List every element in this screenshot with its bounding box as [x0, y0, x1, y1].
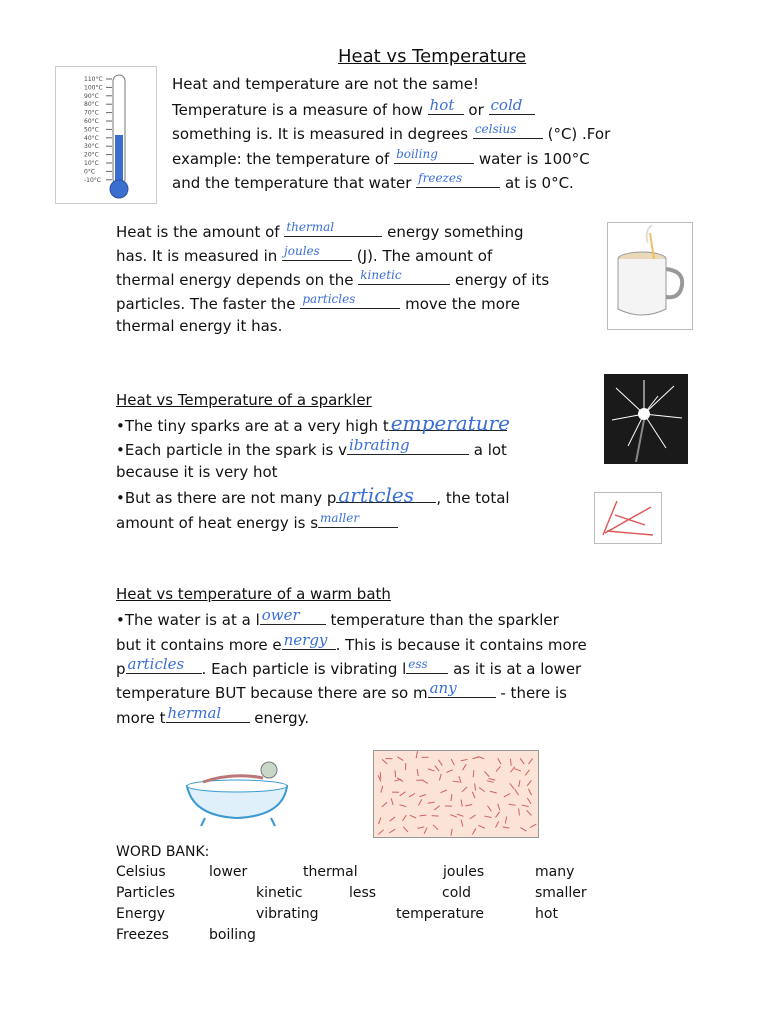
particle-arrow — [428, 769, 435, 771]
thermometer-tick-label: 60°C — [84, 118, 99, 125]
blank-smaller[interactable]: maller — [318, 511, 398, 528]
particle-arrow — [422, 780, 428, 784]
intro-line-2: Temperature is a measure of how hot or cold — [172, 98, 535, 120]
word-bank-word: joules — [443, 864, 485, 880]
particle-arrow — [435, 766, 439, 772]
sparkler-heading: Heat vs Temperature of a sparkler — [116, 391, 372, 409]
blank-lower[interactable]: ower — [260, 608, 326, 625]
particle-arrow — [490, 791, 497, 793]
word-bank-word: many — [535, 864, 575, 880]
particle-arrow — [487, 806, 491, 812]
particle-arrow — [519, 808, 520, 815]
thermometer-tick-label: 90°C — [84, 92, 99, 100]
few-particles-diagram — [594, 492, 662, 544]
particle-arrow — [510, 783, 514, 789]
particle-arrow — [520, 828, 526, 832]
bath-line-1: •The water is at a l ower temperature than the sparkler — [116, 606, 559, 629]
particle-arrow — [496, 812, 500, 818]
particle-arrow — [438, 760, 442, 766]
particle-arrow — [475, 783, 476, 790]
particle-arrow — [462, 787, 467, 792]
particle-arrow — [528, 789, 531, 795]
word-bank-word: smaller — [535, 885, 587, 901]
blank-hot[interactable]: hot — [428, 98, 464, 115]
particle-arrow — [391, 798, 393, 805]
particle-arrow — [410, 815, 416, 818]
particle-arrow — [409, 793, 415, 797]
bath-line-5: more t hermal energy. — [116, 704, 310, 727]
particle-arrow — [419, 815, 426, 816]
particle-arrow — [496, 766, 500, 771]
mug-image — [607, 222, 693, 330]
particle-arrow — [505, 817, 506, 824]
particle-arrow — [498, 758, 501, 764]
blank-many[interactable]: any — [428, 681, 496, 698]
particle-arrow — [484, 816, 491, 817]
word-bank-word: boiling — [209, 927, 256, 943]
blank-kinetic[interactable]: kinetic — [358, 268, 450, 285]
heat-line-1: Heat is the amount of thermal energy something — [116, 220, 524, 241]
particle-arrow — [510, 767, 514, 772]
particle-arrow — [525, 770, 529, 775]
particle-arrow — [450, 815, 456, 818]
particle-arrow — [424, 827, 427, 833]
particle-arrow — [484, 771, 489, 776]
particle-arrow — [418, 799, 421, 805]
many-particles-diagram — [373, 750, 539, 838]
thermometer-tick-label: 80°C — [84, 101, 99, 109]
particle-arrow — [457, 814, 464, 816]
particle-arrow — [478, 825, 484, 828]
particle-arrow — [495, 821, 498, 827]
thermometer-tick-label: 100°C — [84, 84, 103, 92]
coffee-mug-icon — [608, 223, 692, 329]
particle-arrow — [515, 789, 519, 795]
intro-line-1: Heat and temperature are not the same! — [172, 75, 479, 93]
heat-line-3: thermal energy depends on the kinetic energy of its — [116, 268, 550, 289]
particle-arrow — [451, 759, 454, 765]
word-bank-word: Energy — [116, 906, 166, 922]
blank-boiling[interactable]: boiling — [394, 147, 474, 164]
particle-arrow — [504, 794, 510, 797]
particle-arrow — [510, 759, 511, 766]
particle-arrow — [487, 781, 494, 783]
intro-line-5: and the temperature that water freezes at is 0°C. — [172, 171, 574, 192]
particle-arrow — [390, 817, 396, 821]
word-bank-word: less — [349, 885, 377, 901]
sparkler-line-2: •Each particle in the spark is v ibrating a lot — [116, 436, 507, 459]
particle-arrow — [528, 758, 532, 764]
word-bank-word: Freezes — [116, 927, 169, 943]
thermometer-tick-label: 30°C — [84, 143, 99, 151]
particle-arrow — [522, 805, 529, 807]
particle-arrow — [473, 770, 474, 777]
blank-temperature[interactable]: emperature — [390, 411, 511, 435]
word-bank-word: Celsius — [116, 864, 166, 880]
blank-less[interactable]: ess — [406, 657, 448, 674]
blank-particles-2[interactable]: articles — [336, 486, 436, 503]
particle-arrow — [519, 780, 520, 787]
particle-arrow — [451, 829, 452, 836]
thermometer-tick-label: 50°C — [84, 126, 99, 134]
blank-energy[interactable]: nergy — [282, 633, 336, 650]
particle-arrow — [472, 828, 476, 834]
word-bank-word: hot — [535, 906, 558, 922]
particle-arrow — [527, 798, 531, 804]
word-bank-word: lower — [209, 864, 248, 880]
sparkler-icon — [604, 374, 688, 464]
thermometer-tick-label: 20°C — [84, 151, 99, 159]
heat-line-2: has. It is measured in joules (J). The amount of — [116, 244, 493, 265]
particle-arrow — [440, 790, 446, 793]
thermometer-tick-label: 70°C — [84, 109, 99, 117]
particle-arrow — [428, 802, 435, 803]
bath-line-3: p articles . Each particle is vibrating l ess as it is at a lower — [116, 655, 582, 678]
particle-arrow — [382, 802, 387, 807]
blank-thermal[interactable]: thermal — [284, 220, 382, 237]
particle-arrow — [416, 751, 417, 758]
word-bank-word: vibrating — [256, 906, 319, 922]
thermometer-tick-label: 110°C — [84, 76, 103, 83]
word-bank-word: kinetic — [256, 885, 303, 901]
particle-arrow — [399, 805, 406, 807]
particle-arrow — [451, 794, 452, 801]
particle-arrow — [462, 764, 466, 770]
thermometer-tick-label: 0°C — [84, 168, 96, 176]
sparkler-line-4: •But as there are not many p articles , the total — [116, 483, 510, 507]
particle-arrow — [527, 810, 532, 815]
blank-particles-3[interactable]: articles — [126, 657, 202, 674]
particle-arrow — [400, 792, 406, 796]
sparkler-line-5: amount of heat energy is s maller — [116, 511, 398, 533]
particle-arrow — [498, 804, 500, 811]
particle-arrow — [382, 759, 387, 764]
particle-arrow — [434, 806, 439, 810]
word-bank-word: temperature — [396, 906, 484, 922]
particle-arrow — [417, 827, 424, 829]
blank-thermal-2[interactable]: hermal — [166, 706, 250, 723]
blank-cold[interactable]: cold — [489, 98, 535, 115]
word-bank-word: cold — [442, 885, 472, 901]
thermometer-icon — [56, 67, 156, 203]
bath-line-4: temperature BUT because there are so m any - there is — [116, 679, 567, 702]
particle-arrows-icon — [595, 493, 661, 543]
intro-line-4: example: the temperature of boiling water is 100°C — [172, 147, 590, 168]
particle-arrow — [379, 817, 381, 824]
thermometer-tick-label: 10°C — [84, 160, 99, 167]
particle-arrow — [453, 781, 460, 782]
blank-freezes[interactable]: freezes — [416, 171, 500, 188]
particle-arrow — [479, 787, 485, 791]
bathtub-icon — [183, 758, 293, 828]
blank-joules[interactable]: joules — [282, 244, 352, 261]
particle-arrow — [461, 820, 463, 827]
particle-arrow — [520, 758, 524, 764]
particle-arrow — [433, 825, 438, 830]
particle-arrow — [470, 815, 476, 819]
bath-heading: Heat vs temperature of a warm bath — [116, 585, 391, 603]
heat-line-5: thermal energy it has. — [116, 317, 283, 335]
particle-arrow — [402, 815, 406, 821]
particle-arrow — [395, 770, 396, 777]
particle-arrow — [419, 795, 426, 797]
particle-arrow — [381, 786, 383, 793]
bath-image — [183, 758, 293, 828]
many-particle-arrows-icon — [374, 751, 538, 837]
blank-particles[interactable]: particles — [300, 292, 400, 309]
particle-arrow — [397, 757, 403, 761]
particle-arrow — [465, 804, 472, 805]
particle-arrow — [417, 769, 418, 776]
intro-line-3: something is. It is measured in degrees celsius (°C) .For — [172, 122, 611, 143]
particle-arrow — [509, 804, 516, 805]
particle-arrow — [503, 827, 510, 828]
particle-arrow — [489, 778, 496, 780]
word-bank-word: thermal — [303, 864, 358, 880]
particle-arrow — [439, 774, 441, 781]
blank-celsius[interactable]: celsius — [473, 122, 543, 139]
thermometer-tick-label: -10°C — [84, 176, 101, 184]
particle-arrow — [514, 769, 521, 771]
particle-arrow — [527, 780, 531, 786]
particle-arrow — [478, 757, 485, 759]
word-bank-word: Particles — [116, 885, 176, 901]
heat-line-4: particles. The faster the particles move the more — [116, 292, 520, 313]
particle-arrow — [403, 827, 408, 832]
word-bank-heading: WORD BANK: — [116, 844, 210, 860]
thermometer-tick-label: 40°C — [84, 134, 99, 142]
particle-arrow — [530, 824, 536, 827]
particle-arrow — [461, 759, 468, 760]
particle-arrow — [378, 830, 383, 835]
particle-arrow — [472, 792, 475, 798]
sparkler-image — [604, 374, 688, 464]
sparkler-line-1: •The tiny sparks are at a very high t emperature — [116, 411, 511, 435]
page-title: Heat vs Temperature — [338, 46, 527, 67]
bath-line-2: but it contains more e nergy . This is because it contains more — [116, 631, 587, 654]
thermometer-image — [55, 66, 157, 204]
sparkler-line-3: because it is very hot — [116, 463, 278, 481]
particle-arrow — [446, 770, 452, 773]
particle-arrow — [389, 829, 395, 833]
blank-vibrating[interactable]: ibrating — [347, 438, 469, 455]
particle-arrow — [461, 800, 462, 807]
